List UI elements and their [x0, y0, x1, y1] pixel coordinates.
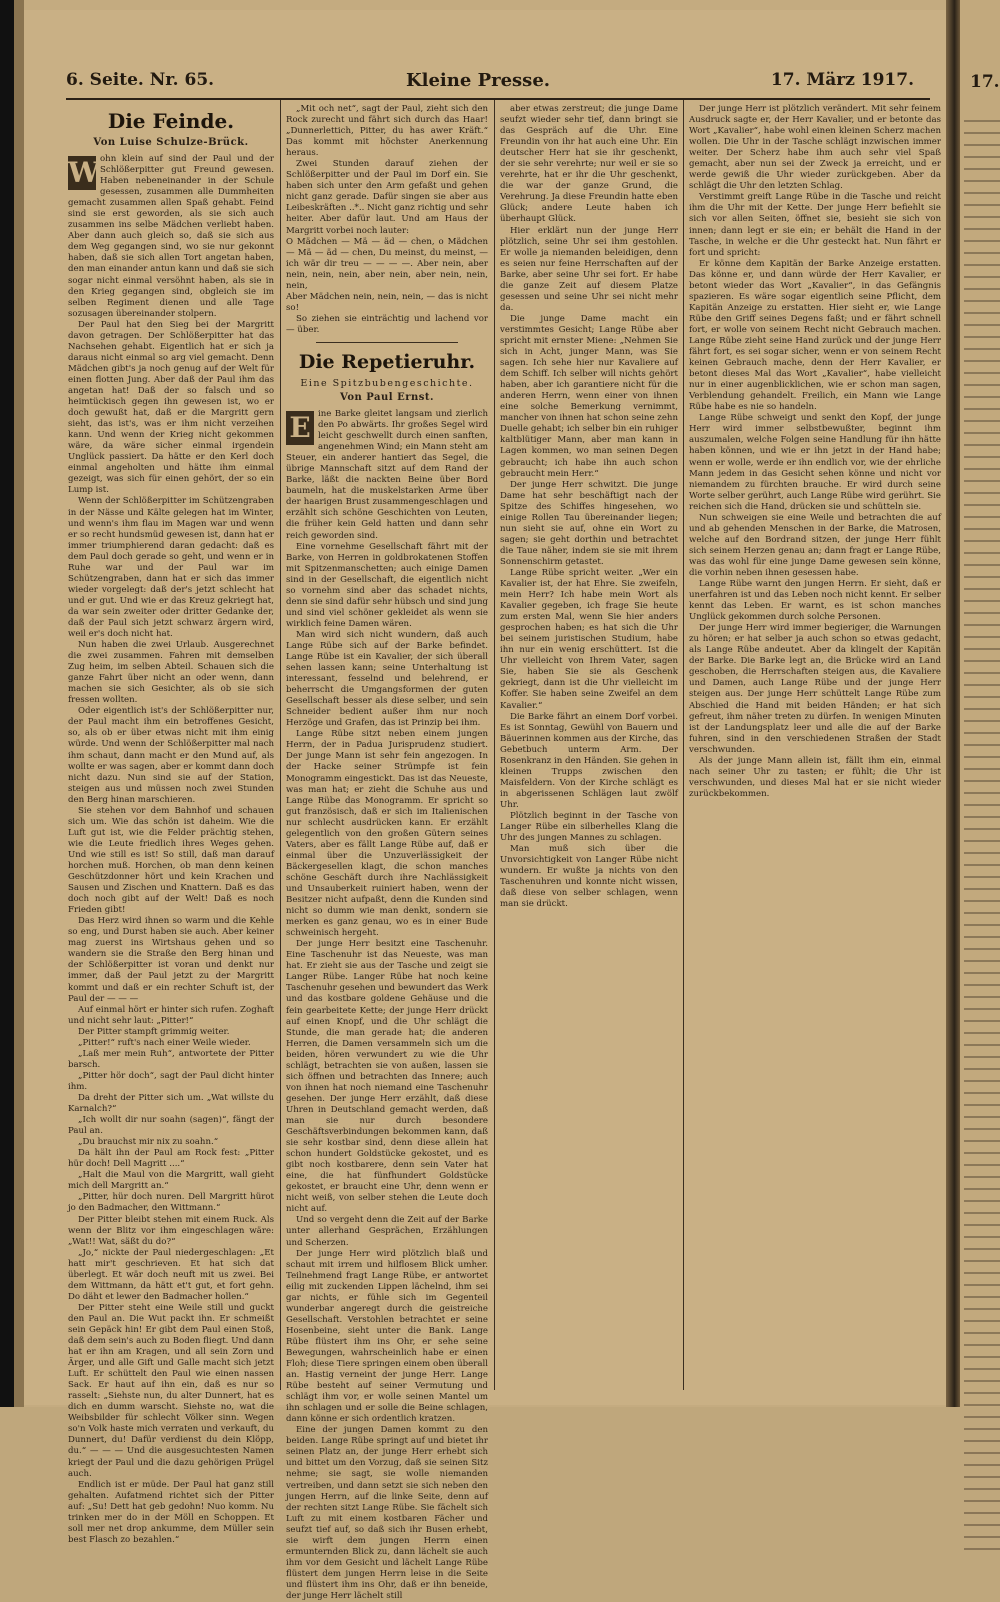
- column-1: [68, 104, 274, 1545]
- paragraph: Da dreht der Pitter sich um. „Wat willste du Karnalch?“: [68, 1092, 274, 1115]
- paragraph: ohn klein auf sind der Paul und der Schlößerpitter gut Freund gewesen. Haben nebeneinander in der Schule gesessen, zusammen alle Dummheiten gemacht zusammen allen Spaß gehabt. Feind sind sie erst geworden, als sie sich auch zusammen ins selbe Mädchen verliebt haben. Aber dann auch gleich so, daß sie sich aus dem Weg gegangen sind, wo sie nur gekonnt haben, daß sie sich allen Tort angetan haben, den man einander antun kann und daß sie sich sogar nicht einmal versöhnt haben, als sie in den Krieg gegangen sind, obgleich sie im selben Regiment dienen und alle Tage sozusagen übereinander stolpern.: [68, 154, 274, 319]
- article-separator: [316, 342, 458, 343]
- paragraph: Der junge Herr schwitzt. Die junge Dame hat sehr beschäftigt nach der Spitze des Schiffes hingesehen, wo einige Rollen Tau übereinander liegen; nun sieht sie auf, ohne ein Wort zu sagen; sie geht dorthin und betrachtet die Taue näher, indem sie sie mit ihrem Sonnenschirm getastet.: [500, 479, 678, 567]
- article-subtitle: Eine Spitzbubengeschichte.: [300, 377, 474, 389]
- paragraph: Lange Rübe sitzt neben einem jungen Herrn, der in Padua Jurisprudenz studiert. Der junge Mann ist sehr fein angezogen. In der Hacke seiner Strümpfe ist fein Monogramm eingestickt. Das ist das Neueste, was man hat; er zieht die Schuhe aus und Lange Rübe das Monogramm. Er spricht so gut französisch, daß er sich im Italienischen nur schlecht ausdrücken kann. Er erzählt gelegentlich von den großen Gütern seines Vaters, aber es fällt Lange Rübe auf, daß er einmal über die Unzuverlässigkeit der Bäckergesellen klagt, die schon manches schöne Geschäft durch ihre Nachlässigkeit und Unsauberkeit ruiniert haben, wenn der Besitzer nicht aufpaßt, denn die Kunden sind nicht so dumm wie man denkt, sondern sie merken es ganz genau, wo es in einer Bude schweinisch hergeht.: [286, 729, 488, 939]
- paragraph: „Mit och net“, sagt der Paul, zieht sich den Rock zurecht und fährt sich durch das Haar! „Dunnerlettich, Pitter, du has awer Kräft.“ Das kommt mit höchster Anerkennung heraus.: [286, 104, 488, 159]
- header-rule: [66, 98, 930, 100]
- paragraph: Wenn der Schlößerpitter im Schützengraben in der Nässe und Kälte gelegen hat im Winter, und wenn's ihm flau im Magen war und wenn er so recht hundsmüd gewesen ist, dann hat er immer triumphierend daran gedacht: daß es dem Paul doch gerade so geht, und wenn er in Ruhe war und der Paul war im Schützengraben, dann hat er sich das immer wieder vorgelegt: daß der's jetzt schlecht hat und er gut. Und wie er das Kreuz gekriegt hat, da war sein zweiter oder dritter Gedanke der, daß der Paul sich jetzt schwarz ärgern wird, weil er's doch nicht hat.: [68, 496, 274, 640]
- paragraph: Der junge Herr besitzt eine Taschenuhr. Eine Taschenuhr ist das Neueste, was man hat. Er zieht sie aus der Tasche und zeigt sie Langer Rübe. Langer Rübe hat noch keine Taschenuhr gesehen und bewundert das Werk und das kostbare goldene Gehäuse und die fein gearbeitete Kette; der junge Herr drückt auf einen Knopf, und die Uhr schlägt die Stunde, die man gerade hat; die anderen Herren, die Damen versammeln sich um die beiden, hören verwundert zu wie die Uhr schlägt, betrachten sie von außen, lassen sie sich öffnen und betrachten das Innere; auch von ihnen hat noch niemand eine Taschenuhr gesehen. Der junge Herr erzählt, daß diese Uhren in Deutschland gemacht werden, daß man sie nur durch besondere Geschäftsverbindungen bekommen kann, daß sie sehr kostbar sind, denn diese allein hat schon hundert Goldstücke gekostet, und es gibt noch kostbarere, denn sein Vater hat eine, die hat fünfhundert Goldstücke gekostet, er braucht eine Uhr, denn wenn er nicht weiß, von selber stehen die Leute doch nicht auf.: [286, 939, 488, 1215]
- paragraph: Der junge Herr wird immer begieriger, die Warnungen zu hören; er hat selber ja auch schon so etwas gedacht, als Lange Rübe andeutet. Aber da klingelt der Kapitän der Barke. Die Barke legt an, die Brücke wird an Land geschoben, die Herrschaften steigen aus, die Kavaliere und Damen, auch Lange Rübe und der junge Herr steigen aus. Der junge Herr schüttelt Lange Rübe zum Abschied die Hand mit beiden Händen; er hat sich gefreut, ihm näher treten zu dürfen. In wenigen Minuten ist der Landungsplatz leer und alle die auf der Barke fuhren, sind in den verschiedenen Straßen der Stadt verschwunden.: [689, 623, 941, 755]
- paragraph: Nun schweigen sie eine Weile und betrachten die auf und ab gehenden Menschen in der Barke, die Matrosen, welche auf den Bordrand sitzen, der junge Herr fühlt sich seinem Herzen genau an; dann fragt er Lange Rübe, was das wohl für eine junge Dame gewesen sein könne, die vorhin neben ihnen gesessen habe.: [689, 512, 941, 578]
- scan-edge-strip: [14, 0, 24, 1407]
- paragraph: „Du brauchst mir nix zu soahn.“: [78, 1137, 219, 1148]
- paragraph: Lange Rübe spricht weiter. „Wer ein Kavalier ist, der hat Ehre. Sie zweifeln, mein Herr? Ich habe mein Wort als Kavalier gegeben, ich frage Sie heute zum ersten Mal, wenn Sie hier anders gesprochen haben; es hat sich die Uhr bei seinem juristischen Studium, habe ihn nur ein wenig erschüttert. Ist die Uhr vielleicht von Ihrem Vater, sagen Sie, haben Sie sie als Geschenk gekriegt, dann ist die Uhr vielleicht im Koffer. Sie haben seine Zweifel an dem Kavalier.“: [500, 567, 678, 711]
- adjacent-page-header: 17.: [970, 72, 1000, 92]
- drop-capital: W: [68, 156, 100, 189]
- paragraph: Man wird sich nicht wundern, daß auch Lange Rübe sich auf der Barke befindet. Lange Rübe ist ein Kavalier, der sich überall sehen lassen kann; seine Unterhaltung ist interessant, fesselnd und belehrend, er beherrscht die Umgangsformen der guten Gesellschaft besser als diese selber, und sein Schneider bedient außer ihm nur noch Herzöge und Grafen, das ist Prinzip bei ihm.: [286, 629, 488, 729]
- paragraph: „Jo,“ nickte der Paul niedergeschlagen: „Et hatt mir't geschrieven. Et hat sich dat überlegt. Et wär doch neuft mit us zwei. Bei dem Wittmann, da hätt et't gut, et fort gehn. Do däht et lewer den Badmacher hollen.“: [68, 1247, 274, 1302]
- paragraph: Der Pitter bleibt stehen mit einem Ruck. Als wenn der Blitz vor ihm eingeschlagen wäre: „Wat!! Wat, säßt du do?“: [68, 1214, 274, 1247]
- issue-date: 17. März 1917.: [770, 70, 914, 90]
- paragraph: Die junge Dame macht ein verstimmtes Gesicht; Lange Rübe aber spricht mit ernster Miene: „Nehmen Sie sich in Acht, junger Mann, was Sie sagen. Ich sehe hier nur Kavaliere auf dem Schiff. Ich selber will nichts gehört haben, aber ich garantiere nicht für die anderen Herrn, wenn einer von ihnen eine solche Bemerkung vernimmt, mancher von ihnen hat schon seine zehn Duelle gehabt; ich selber bin ein ruhiger kaltblütiger Mann, aber man kann in Lagen kommen, wo man seinen Degen gebraucht; ich habe ihn auch schon gebraucht mein Herr.“: [500, 313, 678, 479]
- column-divider: [683, 100, 684, 1390]
- paragraph: Die Barke fährt an einem Dorf vorbei. Es ist Sonntag, Gewühl von Bauern und Bäuerinnen kommen aus der Kirche, das Gebetbuch unterm Arm. Der Rosenkranz in den Händen. Sie gehen in kleinen Trupps zwischen den Maisfeldern. Von der Kirche schlägt es in abgerissenen Schlägen laut zwölf Uhr.: [500, 711, 678, 810]
- paragraph: „Pitter, hür doch nuren. Dell Margritt hürot jo den Badmacher, den Wittmann.“: [68, 1192, 274, 1214]
- paragraph: „Pitter!“ ruft's nach einer Weile wieder.: [78, 1037, 251, 1048]
- paragraph: Hier erklärt nun der junge Herr plötzlich, seine Uhr sei ihm gestohlen. Er wolle ja niemanden beleidigen, denn es seien nur feine Herrschaften auf der Barke, aber seine Uhr sei fort. Er habe die ganze Zeit auf diesem Platze gesessen und seine Uhr sei nicht mehr da.: [500, 225, 678, 313]
- paragraph: Auf einmal hört er hinter sich rufen. Zoghaft und nicht sehr laut: „Pitter!“: [68, 1004, 274, 1026]
- paragraph: Zwei Stunden darauf ziehen der Schlößerpitter und der Paul im Dorf ein. Sie haben sich unter den Arm gefaßt und gehen nicht ganz gerade. Dafür singen sie aber aus Leibeskräften ..*.. Nicht ganz richtig und sehr heiter. Aber dafür laut. Und am Haus der Margritt vorbei noch lauter:: [286, 159, 488, 236]
- song-verse: O Mädchen — Mä — äd — chen, o Mädchen — Mä — äd — chen, Du meinst, du meinst, — ich wär dir treu — — — —. Aber nein, aber nein, nein, nein, aber nein, aber nein, nein, nein,: [286, 236, 488, 291]
- paragraph: „Halt die Maul von die Margritt, wall gieht mich dell Margritt an.“: [68, 1170, 274, 1192]
- paragraph: „Pitter hör doch“, sagt der Paul dicht hinter ihm.: [68, 1070, 274, 1092]
- paragraph: Der Pitter steht eine Weile still und guckt den Paul an. Die Wut packt ihn. Er schmeißt sein Gepäck hin! Er gibt dem Paul einen Stoß, daß dem sein's auch zu Boden fliegt. Und dann hat er ihn am Kragen, und all sein Zorn und Ärger, und alle Gift und Galle macht sich jetzt Luft. Er schüttelt den Paul wie einen nassen Sack. Er haut auf ihn ein, daß es nur so rasselt: „Siehste nun, du alter Dunnert, hat es dich en dumm warscht. Siehste no, wat die Weibsbilder für schlecht Völker sinn. Wegen so'n Volk haste mich verraten und verkauft, du Dunnert, du! Dafür verdienst du dein Klöpp, du.“ — — — Und die ausgesuchtesten Namen kriegt der Paul und die dazu gehörigen Prügel auch.: [68, 1302, 274, 1479]
- paragraph: Verstimmt greift Lange Rübe in die Tasche und reicht ihm die Uhr mit der Kette. Der junge Herr befiehlt sie sich vor allen Seiten, öffnet sie, besieht sie sich von innen; dann legt er sie ein; er behält die Hand in der Tasche, in welche er die Uhr gesteckt hat. Nun fährt er fort und spricht:: [689, 192, 941, 258]
- paragraph: Da hält ihn der Paul am Rock fest: „Pitter hür doch! Dell Magritt ....“: [68, 1148, 274, 1170]
- paragraph: Der junge Herr ist plötzlich verändert. Mit sehr feinem Ausdruck sagte er, der Herr Kavalier, und er betonte das Wort „Kavalier“, habe wohl einen kleinen Scherz machen wollen. Die Uhr in der Tasche schlägt inzwischen immer weiter. Der Scherz habe ihm auch sehr viel Spaß gemacht, aber nun sei der Zweck ja erreicht, und er werde gewiß die Uhr wieder zurückgeben. Aber da schlägt die Uhr den letzten Schlag.: [689, 104, 941, 192]
- column-divider: [494, 100, 495, 1390]
- paragraph: So ziehen sie einträchtig und lachend vor — über.: [286, 313, 488, 335]
- running-header: [66, 66, 930, 96]
- adjacent-page-fragment: [960, 0, 1000, 1407]
- paragraph: Endlich ist er müde. Der Paul hat ganz still gehalten. Aufatmend richtet sich der Pitter auf: „Su! Dett hat geb gedohn! Nuo komm. Nu trinken mer do in der Möll en Schoppen. Et soll mer net drop ankumme, dem Müller sein best Flasch zo bezahlen.“: [68, 1479, 274, 1545]
- paragraph: aber etwas zerstreut; die junge Dame seufzt wieder sehr tief, dann bringt sie das Gespräch auf die Uhr. Eine Freundin von ihr hat auch eine Uhr. Ein deutscher Herr hat sie ihr geschenkt, der sie sehr verehrte; nur weil er sie so verehrte, hat er ihr die Uhr geschenkt, die war der ganze Grund, die Verehrung. Ja diese Freundin hatte eben Glück; andere Leute haben ich überhaupt Glück.: [500, 104, 678, 225]
- paragraph: „Laß mer mein Ruh“, antwortete der Pitter barsch.: [68, 1048, 274, 1070]
- paragraph: Und so vergeht denn die Zeit auf der Barke unter allerhand Gesprächen, Erzählungen und Scherzen.: [286, 1215, 488, 1248]
- paragraph: Der Paul hat den Sieg bei der Margritt davon getragen. Der Schlößerpitter hat das Nachsehen gehabt. Eigentlich hat er sich ja daraus nicht einmal so arg viel gemacht. Denn Mädchen gibt's ja noch genug auf der Welt für einen flotten Jung. Aber daß der Paul ihm das angetan hat! Daß der so falsch und so heimtückisch gegen ihn gewesen ist, wo er doch gewußt hat, daß er die Margritt gern sieht, das ist's, was er ihm nicht verzeihen kann. Und wenn der Krieg nicht gekommen wäre, da wäre sicher einmal irgendein Unglück passiert. Da hätte er den Kerl doch einmal angeholten und hätte ihm einmal gezeigt, was sich für einen gehört, der so ein Lump ist.: [68, 319, 274, 496]
- page-number: 6. Seite. Nr. 65.: [66, 70, 215, 90]
- paragraph: Als der junge Mann allein ist, fällt ihm ein, einmal nach seiner Uhr zu tasten; er fühlt; die Uhr ist verschwunden, und dieses Mal hat er sie nicht wieder zurückbekommen.: [689, 755, 941, 799]
- article-author: Von Paul Ernst.: [340, 391, 434, 403]
- scan-left-edge: [0, 0, 14, 1407]
- article-title: Die Feinde.: [107, 109, 235, 133]
- paragraph: Der junge Herr wird plötzlich blaß und schaut mit irrem und hilflosem Blick umher. Teilnehmend fragt Lange Rübe, er antwortet eilig mit zuckenden Lippen lächelnd, ihm sei gar nichts, er fühle sich im Gegenteil wunderbar angeregt durch die geistreiche Gesellschaft. Verstohlen betrachtet er seine Hosenbeine, sieht unter die Bank. Lange Rübe flüstert ihm ins Ohr, er sehe seine Bewegungen, wahrscheinlich habe er einen Floh; diese Tiere springen einem oben überall an. Hastig verneint der junge Herr. Lange Rübe besteht auf seiner Vermutung und schlägt ihm vor, er wolle seinen Mantel um ihn schlagen und er solle die Beine schlagen, dann könne er sich ordentlich kratzen.: [286, 1248, 488, 1425]
- drop-capital: E: [286, 411, 314, 445]
- song-verse: Aber Mädchen nein, nein, nein, — das is nicht so!: [286, 291, 488, 313]
- paragraph: Er könne dem Kapitän der Barke Anzeige erstatten. Das könne er, und dann würde der Herr Kavalier, er betont wieder das Wort „Kavalier“, in das Gefängnis spazieren. Es wäre sogar eigentlich seine Pflicht, dem Kapitän Anzeige zu erstatten. Hier sieht er, wie Lange Rübe den Griff seines Degens faßt; und er fährt schnell fort, er wolle von seinem Recht nicht Gebrauch machen. Lange Rübe zieht seine Hand zurück und der junge Herr fährt fort, es sei sogar sicher, wenn er von seinem Recht keinen Gebrauch mache, denn der Herr Kavalier, er betont dieses Mal das Wort „Kavalier“, habe vielleicht nur in einer augenblicklichen, wie er schon man sagen, Verblendung gehandelt. Freilich, ein Mann wie Lange Rübe habe es nie so handeln.: [689, 258, 941, 413]
- paragraph: Eine vornehme Gesellschaft fährt mit der Barke, von Herren in goldbrokatenen Stoffen mit Spitzenmanschetten; auch einige Damen sind in der Gesellschaft, die eigentlich nicht so vornehm sind aber das schadet nichts, denn sie sind dafür sehr hübsch und sind jung und sind viel schöner gekleidet als wenn sie wirklich feine Damen wären.: [286, 541, 488, 629]
- column-3: [500, 104, 678, 1394]
- paragraph: Sie stehen vor dem Bahnhof und schauen sich um. Wie das schön ist daheim. Wie die Luft gut ist, wie die Felder prächtig stehen, wie die Leute friedlich ihres Weges gehen. Und wie still es ist! So still, daß man darauf horchen muß. Horchen, ob man denn keinen Geschützdonner hört und kein Krachen und Sausen und Zischen und Knattern. Daß es das doch noch gibt auf der Welt! Daß es noch Frieden gibt!: [68, 805, 274, 916]
- column-4: [689, 104, 941, 1394]
- article-author: Von Luise Schulze-Brück.: [93, 137, 249, 148]
- paragraph: Eine der jungen Damen kommt zu den beiden. Lange Rübe springt auf und bietet ihr seinen Platz an, der junge Herr erhebt sich und bittet um den Vorzug, daß sie seinen Sitz nehme; sie sagt, sie wolle niemanden vertreiben, und dann setzt sie sich neben den jungen Herrn, auf die linke Seite, denn auf der rechten sitzt Lange Rübe. Sie fächelt sich Luft zu mit einem kostbaren Fächer und seufzt tief auf, so daß sich ihr Busen erhebt, sie wirft dem jungen Herrn einen ermunternden Blick zu, dann lächelt sie auch ihm vor dem Gesicht und lächelt Lange Rübe flüstert dem jungen Herrn leise in die Seite und flüstert ihm ins Ohr, daß er ihn beneide, der junge Herr lächelt still: [286, 1425, 488, 1601]
- column-2: [286, 104, 488, 1601]
- paragraph: Nun haben die zwei Urlaub. Ausgerechnet die zwei zusammen. Fahren mit demselben Zug heim, im selben Abteil. Schauen sich die ganze Fahrt über nicht an oder wenn, dann machen sie sich Gesichter, als ob sie sich fressen wollten.: [68, 640, 274, 706]
- paragraph: Lange Rübe schweigt und senkt den Kopf, der junge Herr wird immer selbstbewußter, beginnt ihm auszumalen, welche Folgen seine Handlung für ihn hätte haben können, und wie er ihn jetzt in der Hand habe; wenn er wolle, werde er ihn endlich vor, wie der ehrliche Mann jedem in das Gesicht sehen könne und nicht vor niemandem zu fürchten brauche. Er wird durch seine Worte selber gerührt, auch Lange Rübe wird gerührt. Sie reichen sich die Hand, drücken sie und schütteln sie.: [689, 413, 941, 512]
- paragraph: Man muß sich über die Unvorsichtigkeit von Langer Rübe nicht wundern. Er wußte ja nichts von den Taschenuhren und konnte nicht wissen, daß diese von selber schlagen, wenn man sie drückt.: [500, 844, 678, 910]
- paragraph: Lange Rübe warnt den jungen Herrn. Er sieht, daß er unerfahren ist und das Leben noch nicht kennt. Er selber kennt das Leben. Er warnt, es ist schon manches Unglück gekommen durch solche Personen.: [689, 579, 941, 623]
- page-fold-shadow: [946, 0, 960, 1407]
- paragraph: Das Herz wird ihnen so warm und die Kehle so eng, und Durst haben sie auch. Aber keiner mag zuerst ins Wirtshaus gehen und so wandern sie die Straße den Berg hinan und der Schlößerpitter ist voran und denkt nur immer, daß der Paul jetzt zu der Margritt kommt und daß er ein rechter Schuft ist, der Paul der — — —: [68, 916, 274, 1004]
- article-title: Die Repetieruhr.: [298, 350, 476, 373]
- newspaper-name: Kleine Presse.: [406, 70, 551, 91]
- adjacent-page-text-lines: [964, 110, 1000, 1560]
- paragraph: Der Pitter stampft grimmig weiter.: [78, 1026, 230, 1037]
- paragraph: Oder eigentlich ist's der Schlößerpitter nur, der Paul macht ihm ein betroffenes Gesicht, so, als ob er über etwas nicht mit ihm einig würde. Und wenn der Schlößerpitter mal nach ihm schaut, dann macht er den Mund auf, als wollte er was sagen, aber er kommt dann doch nicht dazu. Nun sind sie auf der Station, steigen aus und müssen noch zwei Stunden den Berg hinan marschieren.: [68, 706, 274, 805]
- column-divider: [280, 100, 281, 1390]
- paragraph: Plötzlich beginnt in der Tasche von Langer Rübe ein silberhelles Klang die Uhr des jungen Mannes zu schlagen.: [500, 811, 678, 844]
- paragraph: ine Barke gleitet langsam und zierlich den Po abwärts. Ihr großes Segel wird leicht geschwellt durch einen sanften, angenehmen Wind; ein Mann steht am Steuer, ein anderer hantiert das Segel, die übrige Mannschaft sitzt auf dem Rand der Barke, läßt die nackten Beine über Bord baumeln, hat die muskelstarken Arme über der haarigen Brust zusammengeschlagen und erzählt sich schöne Geschichten von Leuten, die früher kein Geld hatten und dann sehr reich geworden sind.: [286, 408, 488, 541]
- paragraph: „Ich wollt dir nur soahn (sagen)“, fängt der Paul an.: [68, 1115, 274, 1137]
